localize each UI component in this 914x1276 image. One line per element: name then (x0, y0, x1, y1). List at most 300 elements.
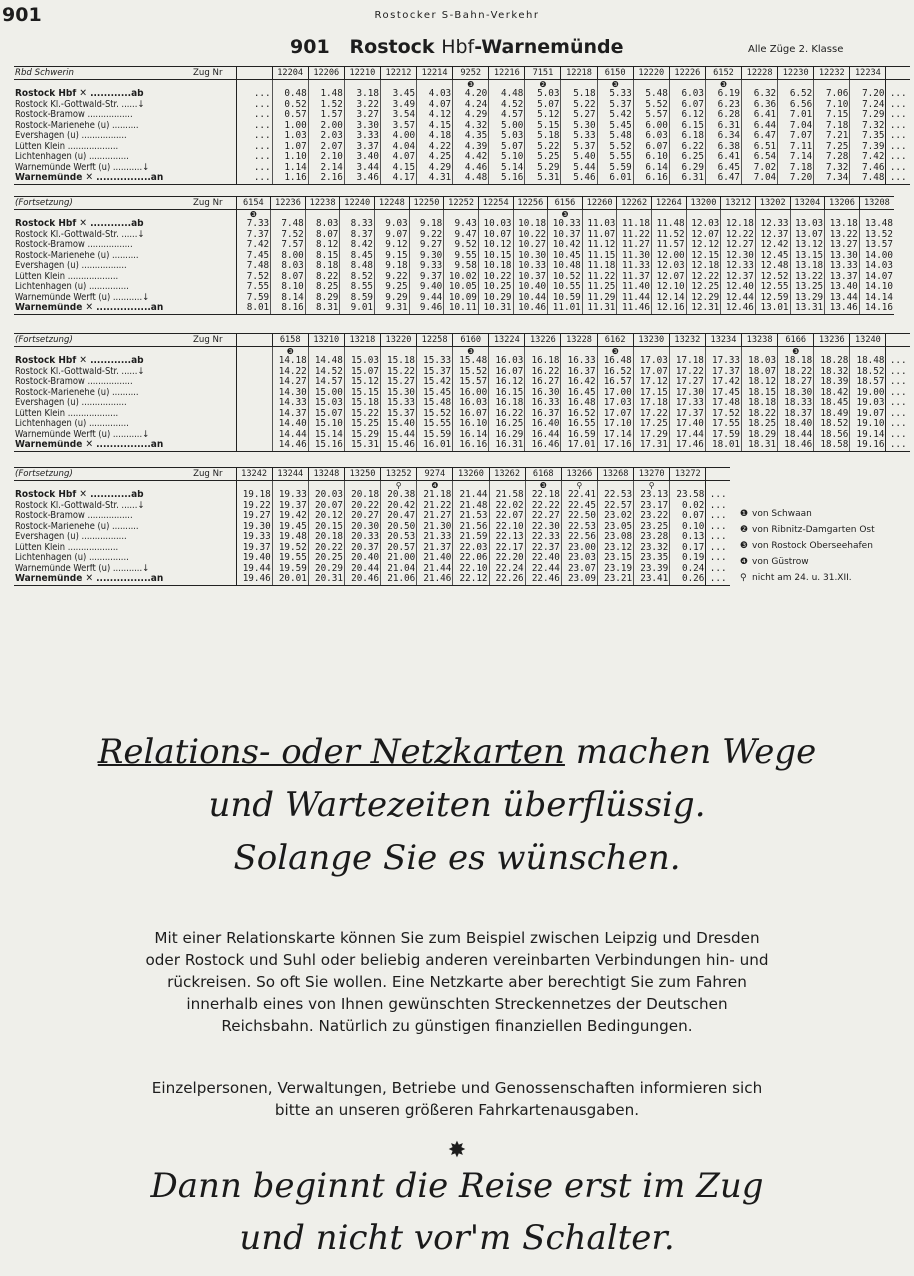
departure-time: 17.27 (669, 377, 705, 388)
departure-time: ... (706, 501, 730, 512)
departure-time: 13.48 (859, 219, 894, 230)
departure-time: 23.32 (634, 543, 670, 554)
departure-time: 10.07 (478, 230, 513, 241)
section-label-text: Rbd Schwerin (15, 68, 74, 78)
departure-time: 18.22 (742, 409, 778, 420)
train-note-mark: ⚲ (634, 481, 670, 491)
handwritten-line-5: und nicht vor'm Schalter. (239, 1218, 675, 1258)
departure-time: 7.04 (778, 121, 814, 132)
departure-time: 18.52 (850, 367, 886, 378)
departure-time: 6.00 (633, 121, 669, 132)
train-note-mark (344, 481, 380, 491)
train-number: 13206 (825, 197, 860, 210)
departure-time: 19.18 (236, 490, 272, 501)
train-number: 13260 (453, 468, 489, 481)
train-note-mark (859, 210, 894, 220)
departure-time: ... (886, 121, 910, 132)
departure-time: 20.57 (381, 543, 417, 554)
departure-time: 23.21 (597, 574, 633, 585)
departure-time: 16.57 (597, 377, 633, 388)
departure-time: 16.45 (561, 388, 597, 399)
departure-time: 13.01 (755, 303, 790, 314)
departure-time: 4.48 (453, 173, 489, 184)
departure-time: 8.10 (271, 282, 306, 293)
train-note-mark (417, 347, 453, 357)
station-name: Rostock Kl.-Gottwald-Str. ......↓ (14, 100, 236, 111)
departure-time: 3.37 (344, 142, 380, 153)
departure-time: 23.05 (597, 522, 633, 533)
station-name: Lichtenhagen (u) ............... (14, 419, 236, 430)
train-number: 12220 (633, 67, 669, 80)
departure-time: 5.07 (525, 100, 561, 111)
departure-time: 16.37 (561, 367, 597, 378)
departure-time: 23.39 (634, 564, 670, 575)
departure-time: 7.21 (814, 131, 850, 142)
title-from: Rostock (349, 36, 435, 58)
departure-time: 20.53 (381, 532, 417, 543)
departure-time: 15.33 (380, 398, 416, 409)
departure-time: 11.30 (617, 251, 652, 262)
train-number: 12254 (478, 197, 513, 210)
departure-time (236, 367, 272, 378)
departure-time: 6.32 (742, 89, 778, 100)
station-row (14, 398, 910, 409)
departure-time: 17.33 (669, 398, 705, 409)
departure-time: 4.03 (417, 89, 453, 100)
station-name: Warnemünde Werft (u) ...........↓ (14, 293, 236, 304)
departure-time: 18.49 (814, 409, 850, 420)
departure-time: 10.33 (548, 219, 583, 230)
train-note-mark (742, 347, 778, 357)
departure-time: ... (886, 110, 910, 121)
departure-time: 7.52 (271, 230, 306, 241)
departure-time: 9.15 (375, 251, 410, 262)
station-row (14, 272, 894, 283)
train-number: 13232 (669, 334, 705, 347)
departure-time: 16.46 (525, 440, 561, 451)
train-number: 13210 (308, 334, 344, 347)
departure-time: 21.37 (417, 543, 453, 554)
train-note-mark: ❸ (272, 347, 308, 357)
departure-time: 4.20 (453, 89, 489, 100)
departure-time: ... (886, 131, 910, 142)
departure-time: 12.33 (721, 261, 756, 272)
departure-time: 19.10 (850, 419, 886, 430)
departure-time: 20.40 (344, 553, 380, 564)
legend-mark: ⚲ (740, 573, 747, 583)
departure-time: 9.40 (409, 282, 444, 293)
departure-time: 17.10 (597, 419, 633, 430)
departure-time: 11.29 (582, 293, 617, 304)
departure-time: 10.30 (513, 251, 548, 262)
station-row (14, 110, 910, 121)
departure-time: 12.59 (755, 293, 790, 304)
departure-time: 11.44 (617, 293, 652, 304)
departure-time: 0.57 (272, 110, 308, 121)
departure-time: 6.18 (669, 131, 705, 142)
station-row (14, 142, 910, 153)
train-note-mark: ⚲ (561, 481, 597, 491)
train-note-mark (236, 481, 272, 491)
departure-time: 20.03 (308, 490, 344, 501)
departure-time: 17.18 (669, 356, 705, 367)
departure-time: 12.03 (686, 219, 721, 230)
departure-time: 22.45 (561, 501, 597, 512)
departure-time: 7.24 (850, 100, 886, 111)
departure-time: 3.18 (344, 89, 380, 100)
departure-time: 21.30 (417, 522, 453, 533)
departure-time: 7.48 (850, 173, 886, 184)
departure-time: 16.07 (453, 409, 489, 420)
train-note-mark (850, 80, 886, 90)
departure-time: 15.59 (417, 430, 453, 441)
departure-time: 12.10 (652, 282, 687, 293)
departure-time: 23.19 (597, 564, 633, 575)
legend-mark: ❷ (740, 525, 749, 535)
train-note-mark (308, 80, 344, 90)
departure-time: 17.14 (597, 430, 633, 441)
departure-time: ... (236, 121, 272, 132)
departure-time: 13.03 (790, 219, 825, 230)
departure-time: 3.40 (344, 152, 380, 163)
station-name: Rostock-Bramow ................. (14, 240, 236, 251)
departure-time: 7.02 (742, 163, 778, 174)
departure-time: 21.58 (489, 490, 525, 501)
departure-time: 0.02 (670, 501, 706, 512)
station-name: Evershagen (u) ................. (14, 131, 236, 142)
departure-time: 12.16 (652, 303, 687, 314)
departure-time: 9.03 (375, 219, 410, 230)
departure-time: 6.07 (633, 142, 669, 153)
departure-time: 19.14 (850, 430, 886, 441)
departure-time: ... (706, 574, 730, 585)
departure-time: 16.25 (489, 419, 525, 430)
departure-time: 19.00 (850, 388, 886, 399)
train-number: 13244 (272, 468, 308, 481)
departure-time: 14.10 (859, 282, 894, 293)
station-name: Lichtenhagen (u) ............... (14, 282, 236, 293)
departure-time: 14.03 (859, 261, 894, 272)
departure-time: 20.22 (344, 501, 380, 512)
departure-time (236, 430, 272, 441)
departure-time: 20.25 (308, 553, 344, 564)
departure-time: 23.58 (670, 490, 706, 501)
station-row (14, 532, 730, 543)
departure-time: 12.22 (721, 230, 756, 241)
train-number (236, 334, 272, 347)
departure-time: 20.18 (308, 532, 344, 543)
departure-time: 19.59 (272, 564, 308, 575)
train-note-mark (453, 481, 489, 491)
legend (740, 506, 875, 586)
departure-time: 2.07 (308, 142, 344, 153)
train-note-mark (778, 80, 814, 90)
departure-time: 18.48 (850, 356, 886, 367)
timetable-block-3 (14, 333, 910, 452)
train-note-mark: ❸ (548, 210, 583, 220)
departure-time: 0.24 (670, 564, 706, 575)
departure-time: 3.46 (344, 173, 380, 184)
departure-time: 19.16 (850, 440, 886, 451)
departure-time: 20.31 (308, 574, 344, 585)
departure-time: 8.00 (271, 251, 306, 262)
departure-time: 6.15 (669, 121, 705, 132)
header-gap (886, 334, 910, 347)
departure-time: 16.48 (561, 398, 597, 409)
departure-time: 15.03 (308, 398, 344, 409)
departure-time: 7.55 (236, 282, 271, 293)
departure-time: 20.42 (381, 501, 417, 512)
departure-time: 23.02 (597, 511, 633, 522)
departure-time: 10.09 (444, 293, 479, 304)
train-number: 12230 (778, 67, 814, 80)
departure-time: ... (236, 89, 272, 100)
departure-time: 5.07 (489, 142, 525, 153)
station-name: Evershagen (u) ................. (14, 532, 236, 543)
departure-time: 19.03 (850, 398, 886, 409)
departure-time: 7.48 (236, 261, 271, 272)
departure-time: 12.07 (652, 272, 687, 283)
train-number: 13230 (633, 334, 669, 347)
departure-time: 19.33 (272, 490, 308, 501)
departure-time: ... (236, 173, 272, 184)
train-note-mark (825, 210, 860, 220)
legend-item (740, 506, 875, 522)
departure-time: 5.03 (489, 131, 525, 142)
departure-time: 9.07 (375, 230, 410, 241)
train-number: 9274 (417, 468, 453, 481)
departure-time: 4.25 (417, 152, 453, 163)
departure-time: 15.40 (380, 419, 416, 430)
departure-time: 11.52 (652, 230, 687, 241)
departure-time: 8.03 (271, 261, 306, 272)
departure-time: 15.25 (344, 419, 380, 430)
departure-time: 20.12 (308, 511, 344, 522)
departure-time: 9.22 (409, 230, 444, 241)
departure-time: 13.40 (825, 282, 860, 293)
departure-time: 18.32 (814, 367, 850, 378)
train-note-mark (417, 80, 453, 90)
train-number: 12210 (344, 67, 380, 80)
departure-time: 16.22 (525, 367, 561, 378)
departure-time: 7.04 (742, 173, 778, 184)
departure-time: 5.48 (633, 89, 669, 100)
departure-time: 5.33 (597, 89, 633, 100)
station-name: Warnemünde ✕ ................an (14, 574, 236, 585)
train-number: 13238 (742, 334, 778, 347)
station-row (14, 419, 910, 430)
departure-time: 9.18 (375, 261, 410, 272)
departure-time: 23.41 (634, 574, 670, 585)
train-note-mark (444, 210, 479, 220)
departure-time: 18.28 (814, 356, 850, 367)
station-name: Warnemünde ✕ ................an (14, 173, 236, 184)
departure-time: 0.26 (670, 574, 706, 585)
train-note-mark (755, 210, 790, 220)
departure-time: 5.52 (633, 100, 669, 111)
departure-time: 10.12 (478, 240, 513, 251)
class-note: Alle Züge 2. Klasse (748, 44, 844, 55)
train-note-mark (308, 347, 344, 357)
station-name: Rostock Kl.-Gottwald-Str. ......↓ (14, 230, 236, 241)
train-number: 12258 (417, 334, 453, 347)
departure-time: 16.31 (489, 440, 525, 451)
departure-time: 7.37 (236, 230, 271, 241)
departure-time: 11.15 (582, 251, 617, 262)
departure-time (236, 419, 272, 430)
train-note-mark (272, 80, 308, 90)
departure-time: 6.16 (633, 173, 669, 184)
departure-time: 1.16 (272, 173, 308, 184)
station-row (14, 553, 730, 564)
departure-time: 1.14 (272, 163, 308, 174)
departure-time: 8.48 (340, 261, 375, 272)
departure-time: 17.42 (705, 377, 741, 388)
departure-time: ... (706, 522, 730, 533)
departure-time: 10.02 (444, 272, 479, 283)
departure-time: 6.52 (778, 89, 814, 100)
train-note-mark (721, 210, 756, 220)
departure-time: 10.11 (444, 303, 479, 314)
train-number: 12250 (409, 197, 444, 210)
train-note-mark (705, 347, 741, 357)
departure-time: 9.52 (444, 240, 479, 251)
departure-time: 1.10 (272, 152, 308, 163)
departure-time: 7.39 (850, 142, 886, 153)
departure-time: 7.35 (850, 131, 886, 142)
departure-time: 4.22 (417, 142, 453, 153)
departure-time: 0.48 (272, 89, 308, 100)
departure-time (236, 388, 272, 399)
departure-time: 18.30 (778, 388, 814, 399)
departure-time: ... (886, 163, 910, 174)
departure-time: 4.07 (417, 100, 453, 111)
departure-time: 0.07 (670, 511, 706, 522)
departure-time: ... (886, 430, 910, 441)
station-row (14, 511, 730, 522)
departure-time: 12.29 (686, 293, 721, 304)
departure-time: 4.18 (417, 131, 453, 142)
train-note-mark (686, 210, 721, 220)
departure-time: ... (886, 440, 910, 451)
departure-time: 3.45 (380, 89, 416, 100)
train-number: 13234 (705, 334, 741, 347)
departure-time: 4.04 (380, 142, 416, 153)
departure-time: 1.52 (308, 100, 344, 111)
station-name: Warnemünde ✕ ................an (14, 303, 236, 314)
departure-time: ... (886, 388, 910, 399)
train-number: 13226 (525, 334, 561, 347)
departure-time: 5.45 (597, 121, 633, 132)
train-number: 13224 (489, 334, 525, 347)
departure-time: 15.31 (344, 440, 380, 451)
departure-time: 22.22 (525, 501, 561, 512)
departure-time: 4.42 (453, 152, 489, 163)
departure-time: 22.57 (597, 501, 633, 512)
departure-time: 9.01 (340, 303, 375, 314)
train-number: 13266 (561, 468, 597, 481)
train-note-mark (561, 80, 597, 90)
departure-time: 0.13 (670, 532, 706, 543)
departure-time: 21.48 (453, 501, 489, 512)
departure-time: 10.37 (548, 230, 583, 241)
departure-time: 16.44 (525, 430, 561, 441)
train-note-mark: ❸ (236, 210, 271, 220)
departure-time: 1.00 (272, 121, 308, 132)
departure-time: 12.55 (755, 282, 790, 293)
train-note-mark (344, 347, 380, 357)
departure-time: ... (706, 553, 730, 564)
departure-time: 8.33 (340, 219, 375, 230)
departure-time: 22.20 (489, 553, 525, 564)
departure-time: 14.46 (272, 440, 308, 451)
departure-time: 10.37 (513, 272, 548, 283)
train-number: 6156 (548, 197, 583, 210)
departure-time: 8.03 (305, 219, 340, 230)
station-name: Warnemünde Werft (u) ...........↓ (14, 163, 236, 174)
departure-time: 22.10 (453, 564, 489, 575)
train-note-mark (582, 210, 617, 220)
departure-time: 7.32 (814, 163, 850, 174)
departure-time: ... (886, 377, 910, 388)
departure-time: 6.28 (705, 110, 741, 121)
departure-time: 8.31 (305, 303, 340, 314)
train-number: 13202 (755, 197, 790, 210)
departure-time: 15.07 (344, 367, 380, 378)
departure-time: 21.53 (453, 511, 489, 522)
train-note-mark (814, 347, 850, 357)
departure-time: 22.41 (561, 490, 597, 501)
train-note-mark (478, 210, 513, 220)
train-note-mark: ❹ (417, 481, 453, 491)
departure-time: 6.12 (669, 110, 705, 121)
departure-time: 17.18 (633, 398, 669, 409)
departure-time: 8.01 (236, 303, 271, 314)
departure-time: 11.25 (582, 282, 617, 293)
departure-time: 4.39 (453, 142, 489, 153)
departure-time: 17.22 (633, 409, 669, 420)
departure-time: 0.17 (670, 543, 706, 554)
route-number: 901 (290, 36, 330, 58)
departure-time: 8.52 (340, 272, 375, 283)
departure-time: 18.58 (814, 440, 850, 451)
departure-time: 18.44 (778, 430, 814, 441)
departure-time: 19.46 (236, 574, 272, 585)
departure-time: 15.45 (417, 388, 453, 399)
departure-time: 12.12 (686, 240, 721, 251)
departure-time: 22.26 (489, 574, 525, 585)
departure-time: 16.33 (561, 356, 597, 367)
departure-time: 12.44 (721, 293, 756, 304)
timetable-title (290, 36, 624, 58)
departure-time: 4.00 (380, 131, 416, 142)
train-note-mark (561, 347, 597, 357)
departure-time: ... (886, 142, 910, 153)
departure-time: 15.55 (417, 419, 453, 430)
departure-time: 22.37 (525, 543, 561, 554)
star-ornament: ✸ (447, 1138, 467, 1163)
departure-time: 12.30 (721, 251, 756, 262)
departure-time: 19.40 (236, 553, 272, 564)
departure-time: 22.24 (489, 564, 525, 575)
departure-time: 18.03 (742, 356, 778, 367)
departure-time: 16.59 (561, 430, 597, 441)
departure-time: 4.15 (380, 163, 416, 174)
train-note-mark (597, 481, 633, 491)
departure-time: 6.47 (742, 131, 778, 142)
departure-time: 6.31 (705, 121, 741, 132)
departure-time: 8.18 (305, 261, 340, 272)
